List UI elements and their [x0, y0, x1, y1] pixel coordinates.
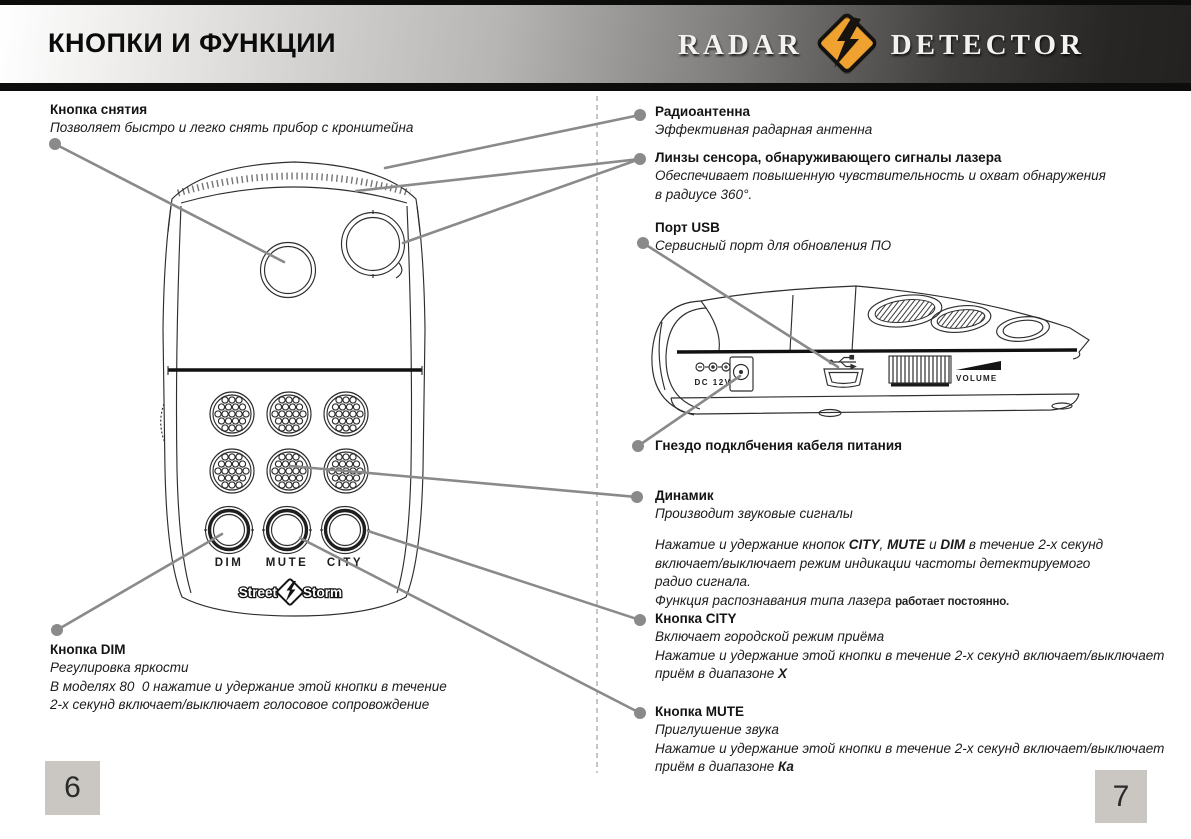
- note-condensed-text: работает постоянно.: [895, 595, 1010, 608]
- street-storm-logo: [239, 579, 342, 606]
- callout-desc: Нажатие и удержание этой кнопки в течение 2-х секунд включает/выключает: [655, 740, 1165, 756]
- callout-desc: Обеспечивает повышенную чувствительность и охват обнаружения: [655, 168, 1106, 183]
- dc-12v-label: DC 12V: [694, 378, 732, 387]
- device-side-view: [652, 286, 1089, 417]
- mini-usb-port-drawing: [824, 369, 863, 387]
- note-line: включает/выключает режим индикации частоты детектируемого: [655, 555, 1091, 571]
- callout-title: Радиоантенна: [655, 104, 751, 119]
- callout-desc: Сервисный порт для обновления ПО: [655, 238, 892, 253]
- dc-polarity-icon: [696, 363, 730, 371]
- callout-desc: Включает городской режим приёма: [655, 629, 885, 644]
- callout-laser-lens: [655, 149, 1106, 204]
- page-title: КНОПКИ И ФУНКЦИИ: [48, 28, 337, 58]
- dim-button-label: DIM: [214, 557, 244, 569]
- callout-desc: Регулировка яркости: [50, 660, 189, 675]
- volume-wheel-drawing: [889, 356, 951, 385]
- usb-icon: [829, 356, 856, 369]
- band-x-bold: X: [778, 666, 788, 681]
- page-number-left: 6: [45, 761, 100, 815]
- note-text: и: [925, 537, 941, 552]
- callout-title: Кнопка MUTE: [655, 704, 745, 719]
- city-button-drawing: [320, 507, 370, 554]
- callout-desc: в радиусе 360°.: [655, 186, 753, 202]
- callout-title: Порт USB: [655, 220, 720, 235]
- callout-desc: [655, 665, 1164, 684]
- callout-text: приём в диапазоне: [655, 666, 779, 681]
- note-paragraph: [655, 536, 1103, 611]
- dim-button-drawing: [204, 507, 254, 554]
- callout-title: Динамик: [655, 488, 714, 503]
- brand-word-detector: DETECTOR: [890, 28, 1085, 61]
- page-number-right: 7: [1095, 770, 1147, 823]
- street-storm-word-right: Storm: [303, 585, 343, 600]
- callout-mute-button: [655, 703, 1164, 777]
- callout-city-button: [655, 610, 1164, 684]
- callout-antenna: [655, 103, 872, 140]
- note-text: Функция распознавания типа лазера: [655, 592, 896, 608]
- callout-power-socket: [655, 437, 902, 455]
- volume-label: VOLUME: [956, 374, 998, 383]
- callout-desc: Позволяет быстро и легко снять прибор с кронштейна: [50, 120, 414, 135]
- callout-release-button: [50, 101, 413, 138]
- mute-button-label: MUTE: [265, 557, 309, 569]
- callout-desc: 2-х секунд включает/выключает голосовое сопровождение: [50, 697, 430, 712]
- street-storm-diamond-icon: [277, 579, 304, 606]
- note-text: Нажатие и удержание кнопок: [655, 537, 849, 552]
- callout-desc: [655, 758, 1164, 777]
- note-text: в течение 2-х секунд: [965, 537, 1104, 552]
- callout-desc: Эффективная радарная антенна: [655, 122, 873, 137]
- callout-title: Кнопка CITY: [655, 611, 737, 626]
- callout-desc: Производит звуковые сигналы: [655, 506, 853, 521]
- note-bold-city: CITY: [848, 537, 880, 552]
- callout-title: Кнопка снятия: [50, 102, 148, 117]
- callout-desc: Приглушение звука: [655, 722, 779, 737]
- callout-desc: В моделях 80 0 нажатие и удержание этой кнопки в течение: [50, 678, 447, 694]
- volume-wedge-icon: [956, 361, 1001, 370]
- brand-word-radar: RADAR: [678, 28, 803, 61]
- callout-usb-port: [655, 219, 891, 256]
- note-bold-dim: DIM: [940, 537, 966, 552]
- mute-button-drawing: [262, 507, 312, 554]
- note-line: [655, 536, 1103, 555]
- note-line: радио сигнала.: [655, 574, 751, 589]
- callout-dim-button: [50, 641, 447, 715]
- note-line: [655, 592, 1103, 612]
- note-text: ,: [879, 537, 888, 552]
- band-ka-bold: Ка: [778, 759, 794, 774]
- callout-desc: Нажатие и удержание этой кнопки в течение 2-х секунд включает/выключает: [655, 647, 1165, 663]
- callout-text: приём в диапазоне: [655, 759, 779, 774]
- note-bold-mute: MUTE: [887, 537, 926, 552]
- power-jack-drawing: [730, 357, 753, 391]
- callout-speaker: [655, 487, 853, 524]
- callout-title: Линзы сенсора, обнаруживающего сигналы лазера: [655, 150, 1002, 165]
- callout-title: Гнездо подклбчения кабеля питания: [655, 438, 903, 453]
- callout-title: Кнопка DIM: [50, 642, 126, 657]
- city-button-label: CITY: [326, 557, 364, 569]
- street-storm-word-left: Street: [238, 585, 277, 600]
